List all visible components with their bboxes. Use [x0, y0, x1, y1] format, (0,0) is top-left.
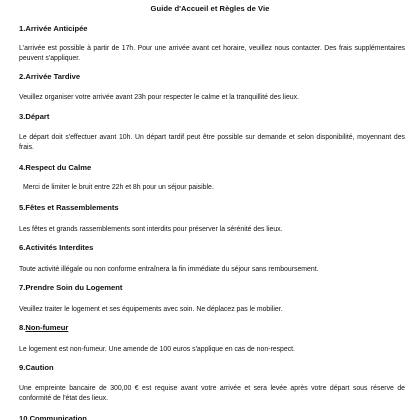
section-number: 6. — [19, 243, 26, 252]
section-heading — [19, 163, 405, 173]
section-arrivee-anticipee — [19, 24, 405, 65]
section-title: Arrivée Anticipée — [25, 24, 88, 33]
section-heading — [19, 323, 405, 333]
section-body: Les fêtes et grands rassemblements sont interdits pour préserver la sérénité des lieux. — [19, 226, 283, 233]
section-number: 4. — [19, 163, 26, 172]
section-respect-du-calme — [19, 163, 405, 193]
section-body: Une empreinte bancaire de 300,00 € est requise avant votre arrivée et sera levée après votre départ sous réserve de conformité de l'état des lieux. — [19, 385, 405, 403]
section-number: 10. — [19, 414, 30, 420]
section-body: Merci de limiter le bruit entre 22h et 8h pour un séjour paisible. — [23, 184, 214, 191]
section-number: 9. — [19, 363, 26, 372]
section-number: 5. — [19, 203, 26, 212]
section-number: 8. — [19, 323, 26, 332]
section-number: 3. — [19, 112, 26, 121]
section-heading — [19, 283, 405, 293]
section-title: Activités Interdites — [25, 243, 94, 252]
section-body: Le logement est non-fumeur. Une amende de 100 euros s'applique en cas de non-respect. — [19, 346, 295, 353]
section-title: Respect du Calme — [25, 163, 92, 172]
section-heading — [19, 363, 405, 373]
section-heading — [19, 112, 405, 122]
section-caution — [19, 363, 405, 405]
section-body: Veuillez organiser votre arrivée avant 23h pour respecter le calme et la tranquillité des lieux. — [19, 94, 299, 101]
document-title: Guide d'Accueil et Règles de Vie — [150, 4, 270, 13]
section-prendre-soin-du-logement — [19, 283, 405, 315]
section-fetes-et-rassemblements — [19, 203, 405, 235]
section-depart — [19, 112, 405, 154]
section-arrivee-tardive — [19, 72, 405, 103]
section-body: Le départ doit s'effectuer avant 10h. Un départ tardif peut être possible sur demande et selon disponibilité, moyennant des frais. — [19, 134, 405, 152]
section-number: 1. — [19, 24, 26, 33]
section-body: L'arrivée est possible à partir de 17h. Pour une arrivée avant cet horaire, veuillez nous contacter. Des frais supplémentaires peuvent s'appliquer. — [19, 45, 405, 63]
section-non-fumeur — [19, 323, 405, 355]
section-communication — [19, 414, 405, 420]
section-heading — [19, 203, 405, 213]
section-heading — [19, 24, 405, 34]
section-title: Caution — [25, 363, 54, 372]
section-title: Fêtes et Rassemblements — [25, 203, 119, 212]
section-body: Veuillez traiter le logement et ses équipements avec soin. Ne déplacez pas le mobilier. — [19, 306, 283, 313]
section-number: 2. — [19, 72, 26, 81]
section-heading — [19, 243, 405, 253]
section-title: Prendre Soin du Logement — [25, 283, 123, 292]
section-title: Non-fumeur — [25, 323, 69, 332]
section-number: 7. — [19, 283, 26, 292]
section-title: Communication — [29, 414, 87, 420]
section-body: Toute activité illégale ou non conforme entraînera la fin immédiate du séjour sans remboursement. — [19, 266, 319, 273]
section-title: Arrivée Tardive — [25, 72, 81, 81]
section-heading — [19, 72, 405, 82]
section-title: Départ — [25, 112, 50, 121]
section-activites-interdites — [19, 243, 405, 275]
section-heading — [19, 414, 405, 420]
